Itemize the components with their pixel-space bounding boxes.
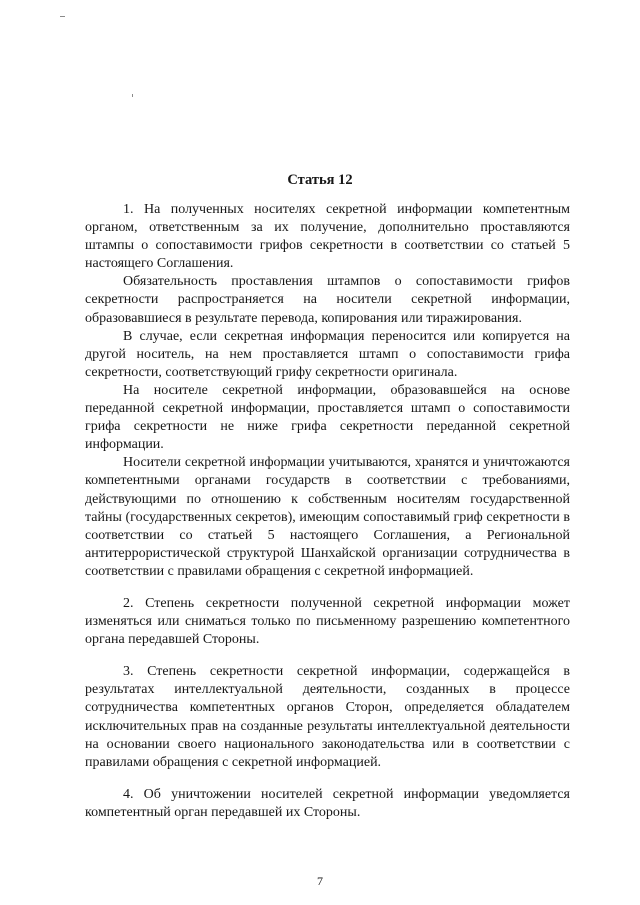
page-number: 7 <box>317 874 323 888</box>
paragraph-stamp-obligation: Обязательность проставления штампов о сопоставимости грифов секретности распространяется на носители секретной информации, образовавшиеся в результате перевода, копирования или тиражирования. <box>85 274 570 326</box>
scan-artifact-mark <box>132 94 133 97</box>
scan-artifact-mark <box>60 16 65 17</box>
article-heading: Статья 12 <box>287 172 353 188</box>
paragraph-2-classification-change: 2. Степень секретности полученной секретной информации может изменяться или сниматься только по письменному разрешению компетентного органа передавшей Стороны. <box>85 595 570 648</box>
paragraph-copy-to-other-media: В случае, если секретная информация переносится или копируется на другой носитель, на нем проставляется штамп о сопоставимости грифа секретности, соответствующий грифу секретности оригинала. <box>85 328 570 380</box>
paragraph-4-destruction-notice: 4. Об уничтожении носителей секретной информации уведомляется компетентный орган передавшей их Стороны. <box>85 786 570 820</box>
paragraph-3-intellectual-results: 3. Степень секретности секретной информации, содержащейся в результатах интеллектуальной деятельности, созданных в процессе сотрудничества компетентных органов Сторон, определяется обладателем исключительных прав на созданные результаты интеллектуальной деятельности на основании своего национального законодательства или в соответствии с правилами обращения с секретной информацией. <box>85 664 570 770</box>
article-body <box>85 201 570 822</box>
paragraph-accounting-storage-destruction: Носители секретной информации учитываются, хранятся и уничтожаются компетентными органами государств в соответствии с требованиями, действующими по отношению к собственным носителям государственной тайны (государственных секретов), имеющим сопоставимый гриф секретности в соответствии со статьей 5 настоящего Соглашения, а Региональной антитеррористической структурой Шанхайской организации сотрудничества в соответствии с правилами обращения с секретной информацией. <box>85 455 570 579</box>
paragraph-1-stamps-on-received-media: 1. На полученных носителях секретной информации компетентным органом, ответственным за их получение, дополнительно проставляются штампы о сопоставимости грифов секретности в соответствии со статьей 5 настоящего Соглашения. <box>85 202 570 272</box>
paragraph-derived-information: На носителе секретной информации, образовавшейся на основе переданной секретной информации, проставляется штамп о сопоставимости грифа секретности не ниже грифа секретности переданной секретной информации. <box>85 382 570 453</box>
